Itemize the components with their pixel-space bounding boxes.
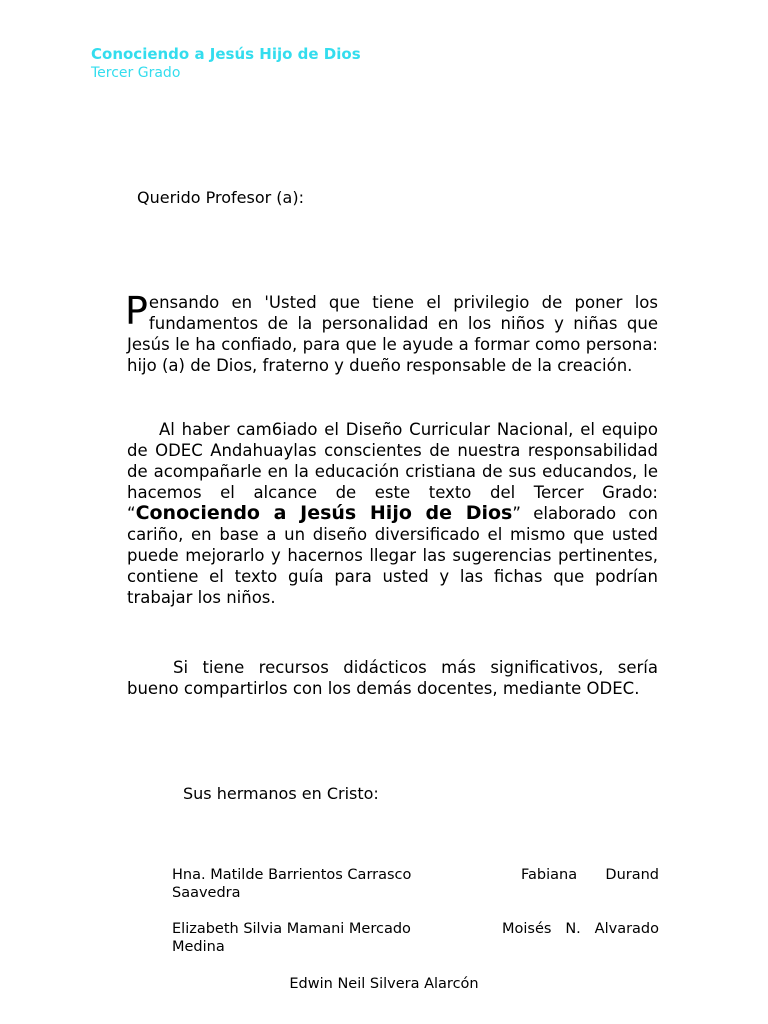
drop-cap-letter: P: [125, 289, 148, 333]
closing-line: Sus hermanos en Cristo:: [183, 784, 379, 803]
document-subtitle: Tercer Grado: [91, 65, 181, 81]
signatory-edwin: Edwin Neil Silvera Alarcón: [289, 976, 479, 992]
document-title: Conociendo a Jesús Hijo de Dios: [91, 45, 361, 63]
paragraph-intro-text: ensando en 'Usted que tiene el privilegio de poner los fundamentos de la personalidad en los niños y niñas que Jesús le ha confiado, para que le ayude a formar como persona: hijo (a) de Dios, fraterno y dueño responsable de la creación.: [127, 293, 658, 375]
signatory-fabiana: Fabiana Durand: [521, 867, 659, 883]
paragraph-resources: [127, 657, 658, 699]
paragraph-curriculum-text-1: Al haber cam6iado el Diseño Curricular Nacional, el equipo de ODEC Andahuaylas conscientes de nuestra responsabilidad de acompañarle en la educación cristiana de sus educandos, le hacemos el alcance de este texto del Tercer Grado: “: [127, 420, 658, 523]
paragraph-curriculum-text-2: ” elaborado con cariño, en base a un diseño diversificado el mismo que usted puede mejorarlo y hacernos llegar las sugerencias pertinentes, contiene el texto guía para usted y las fichas que podrían trabajar los niños.: [127, 504, 659, 607]
greeting: Querido Profesor (a):: [137, 188, 304, 207]
signatory-elizabeth: Elizabeth Silvia Mamani Mercado Medina: [172, 921, 411, 955]
signatory-matilde: Hna. Matilde Barrientos Carrasco Saavedra: [172, 867, 412, 901]
paragraph-curriculum: [127, 419, 658, 608]
paragraph-resources-text: Si tiene recursos didácticos más significativos, sería bueno compartirlos con los demás docentes, mediante ODEC.: [127, 658, 658, 698]
paragraph-intro: [125, 289, 658, 376]
signatory-moises: Moisés N. Alvarado: [502, 921, 659, 937]
book-title: Conociendo a Jesús Hijo de Dios: [135, 502, 513, 524]
